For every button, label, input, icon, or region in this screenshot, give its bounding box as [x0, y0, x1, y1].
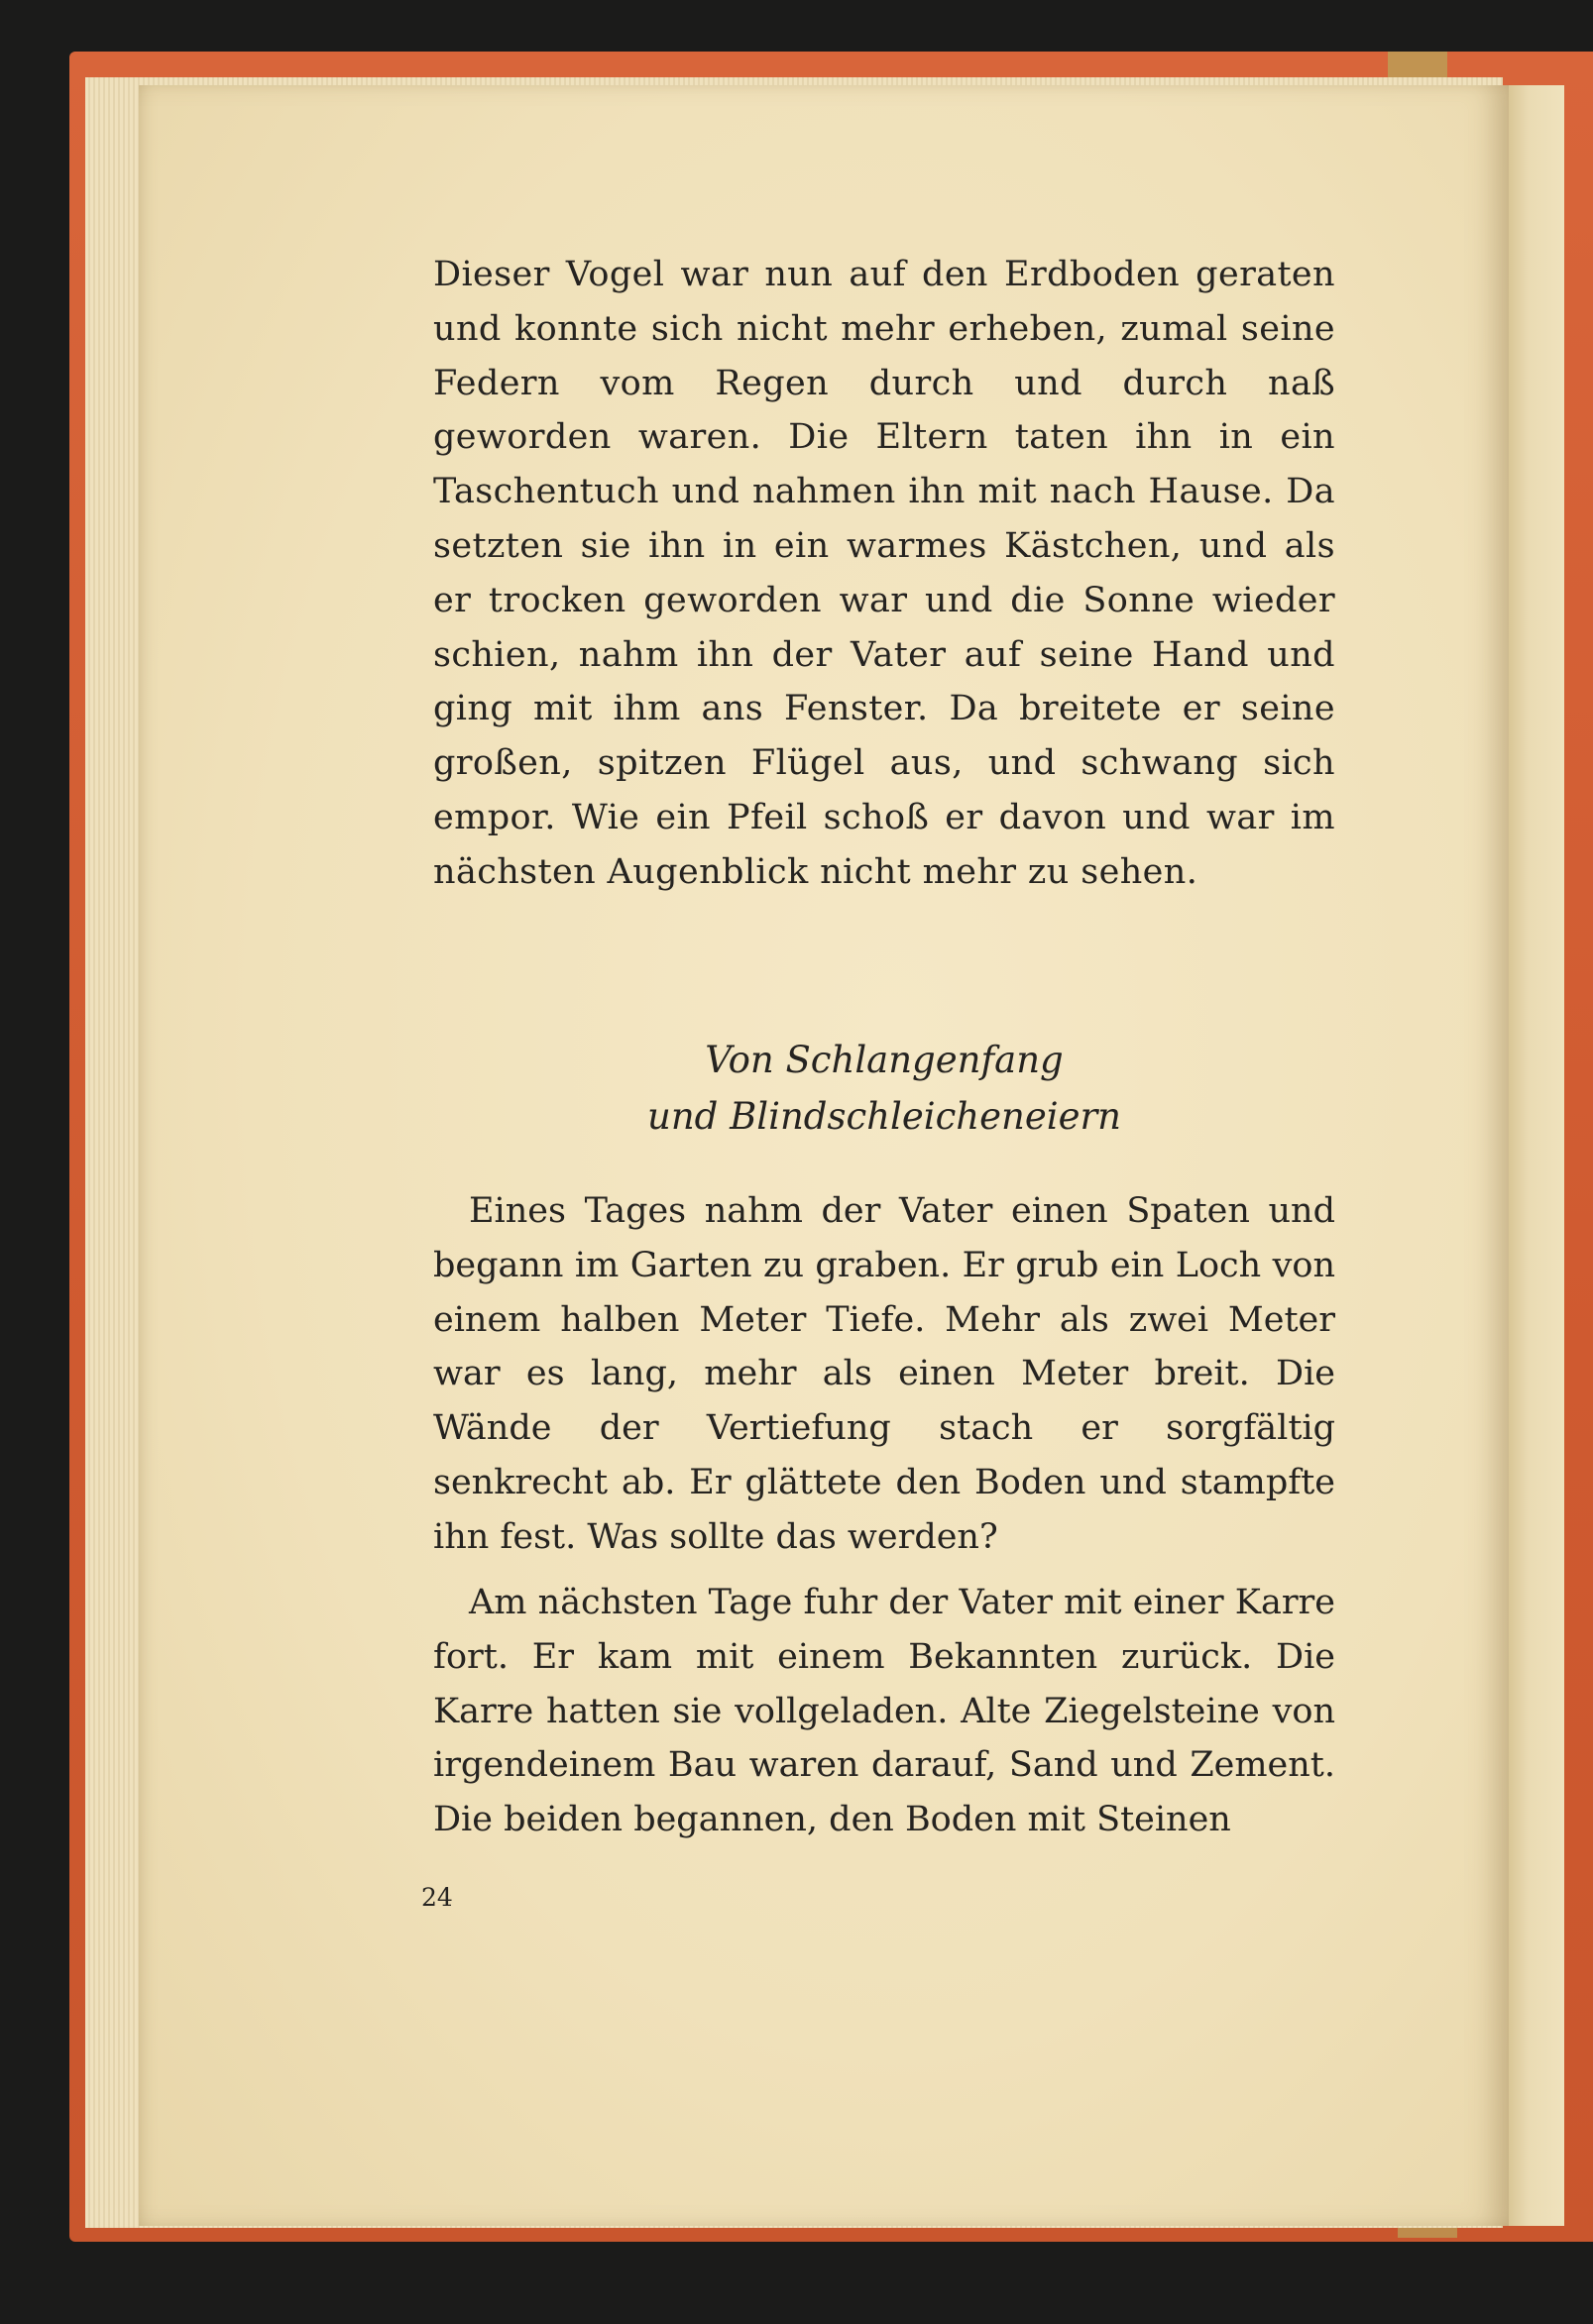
paragraph-vogel: Dieser Vogel war nun auf den Erdboden geraten und konnte sich nicht mehr erheben, zumal seine Federn vom Regen durch und durch naß geworden waren. Die Eltern taten ihn in ein Taschentuch und nahmen ihn mit nach Hause. Da setzten sie ihn in ein warmes Kästchen, und als er trocken geworden war und die Sonne wieder schien, nahm ihn der Vater auf seine Hand und ging mit ihm ans Fenster. Da breitete er seine großen, spitzen Flügel aus, und schwang sich empor. Wie ein Pfeil schoß er davon und war im nächsten Augenblick nicht mehr zu sehen.: [433, 255, 1335, 892]
paragraph-spaten: Eines Tages nahm der Vater einen Spaten und begann im Garten zu graben. Er grub ein Loch von einem halben Meter Tiefe. Mehr als zwei Meter war es lang, mehr als einen Meter breit. Die Wände der Vertiefung stach er sorgfältig senkrecht ab. Er glättete den Boden und stampfte ihn fest. Was sollte das werden?: [433, 1191, 1335, 1557]
paragraph-karre: Am nächsten Tage fuhr der Vater mit einer Karre fort. Er kam mit einem Bekannten zurück. Die Karre hatten sie vollgeladen. Alte Ziegelsteine von irgendeinem Bau waren darauf, Sand und Zement. Die beiden begannen, den Boden mit Steinen: [433, 1583, 1335, 1840]
facing-page-edge: [1505, 85, 1564, 2226]
page-number: 24: [421, 1883, 453, 1912]
chapter-heading-line-1: Von Schlangenfang: [705, 1039, 1064, 1081]
chapter-heading-line-2: und Blindschleicheneiern: [646, 1095, 1121, 1138]
